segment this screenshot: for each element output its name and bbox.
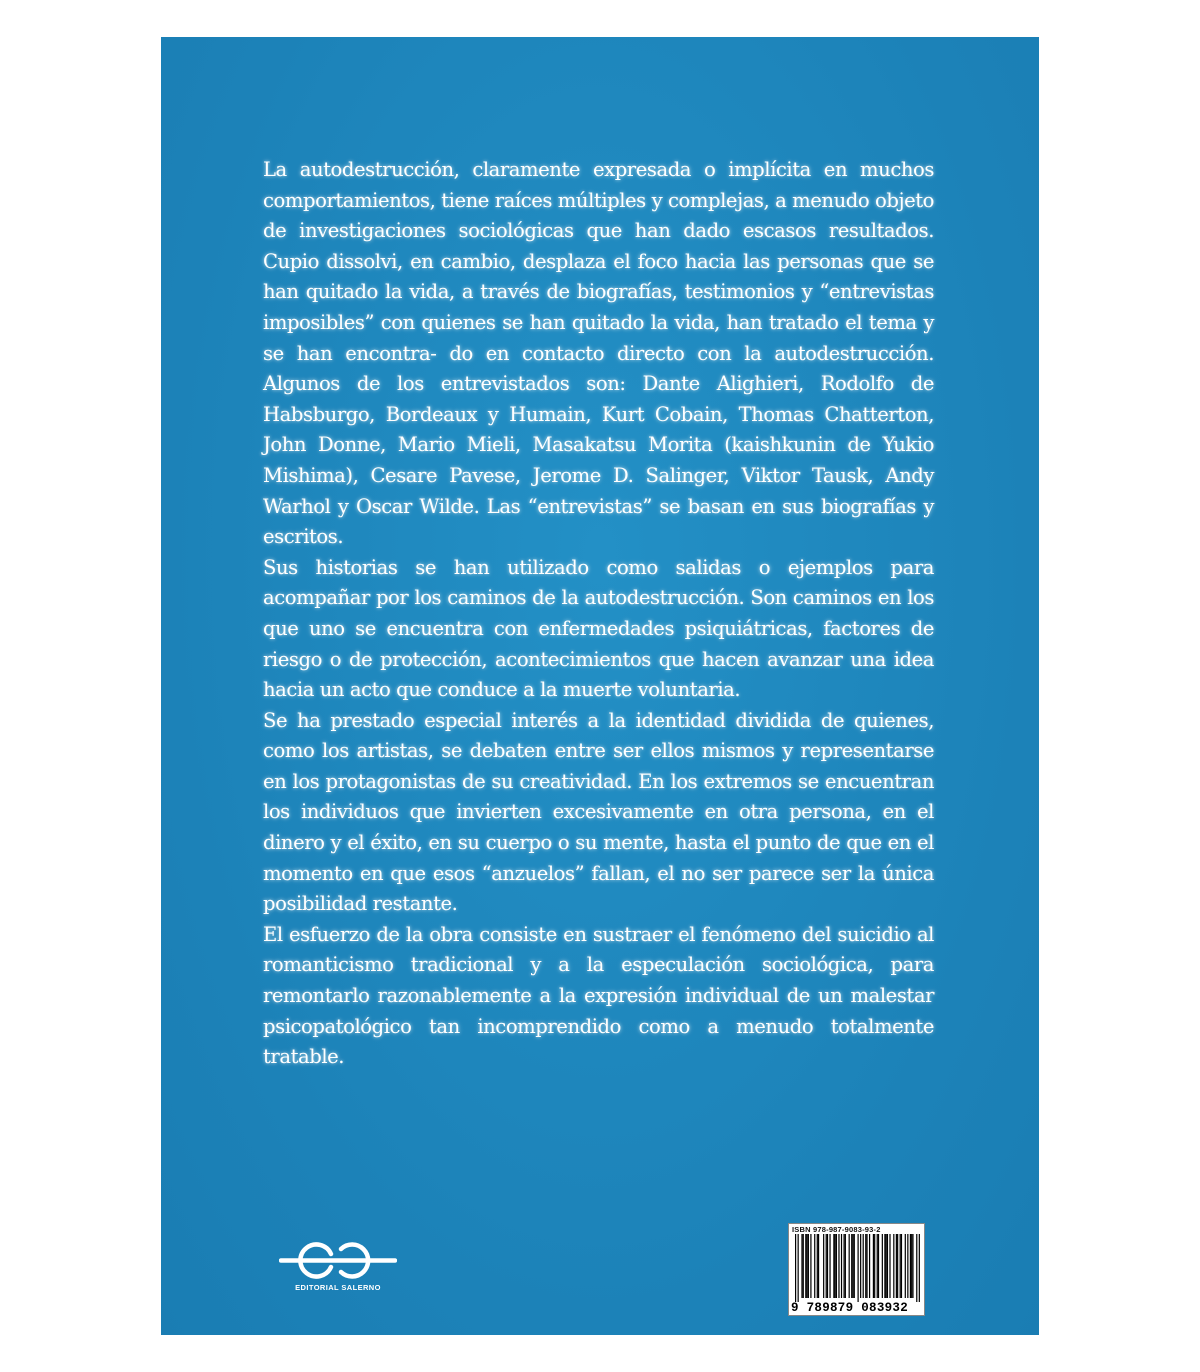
barcode-bar [912,1234,913,1298]
barcode-bar [823,1234,824,1298]
barcode-bar [860,1234,861,1298]
barcode-bar [896,1234,897,1298]
blurb-paragraph-4: El esfuerzo de la obra consiste en sustraer el fenómeno del suicidio al romanticismo tradicional y a la especulación sociológica, para remontarlo razonablemente a la expresión individual de un malestar psicopatológico tan incomprendido como a menudo totalmente tratable. [263,922,934,1069]
barcode-bar [882,1234,883,1298]
barcode-bar [874,1234,875,1298]
barcode-bar [818,1234,819,1298]
barcode-bar [806,1234,807,1298]
barcode-bar [886,1234,887,1298]
barcode-bar [910,1234,911,1298]
back-cover [161,37,1039,1335]
barcode-bar [849,1234,850,1298]
barcode-bar [798,1234,799,1302]
barcode-bar [814,1234,815,1298]
barcode-bar [805,1234,806,1298]
barcode-bar [873,1234,874,1298]
barcode-bar [889,1234,890,1298]
barcode-bar [836,1234,837,1298]
barcode-bar [893,1234,894,1298]
barcode-bar [884,1234,885,1298]
barcode-bar [851,1234,852,1298]
barcode-bar [838,1234,839,1298]
isbn-barcode [788,1223,925,1316]
barcode-bar [817,1234,818,1298]
barcode-bar [845,1234,846,1298]
barcode-bar [835,1234,836,1298]
barcode-bar [858,1234,859,1302]
barcode-bar [905,1234,906,1298]
barcode-bar [833,1234,834,1298]
barcode-bar [878,1234,879,1298]
barcode-bar [841,1234,842,1298]
editorial-salerno-logo-icon [279,1240,397,1280]
barcode-bar [852,1234,853,1298]
publisher-logo [279,1240,397,1298]
blurb-paragraph-1: La autodestrucción, claramente expresada o implícita en muchos comportamientos, tiene raíces múltiples y complejas, a menudo objeto de investigaciones sociológicas que han dado escasos resultados. Cupio dissolvi, en cambio, desplaza el foco hacia las personas que se han quitado la vida, a través de biografías, testimonios y “entrevistas imposibles” con quienes se han quitado la vida, han tratado el tema y se han encontra- do en contacto directo con la autodestrucción. Algunos de los entrevistados son: Dante Alighieri, Rodolfo de Habsburgo, Bordeaux y Humain, Kurt Cobain, Thomas Chatterton, John Donne, Mario Mieli, Masakatsu Morita (kaishkunin de Yukio Mishima), Cesare Pavese, Jerome D. Salinger, Viktor Tausk, Andy Warhol y Oscar Wilde. Las “entrevistas” se basan en sus biografías y escritos. [263,158,934,549]
barcode-bar [900,1234,901,1298]
barcode-bar [916,1234,917,1302]
barcode-bar [803,1234,804,1298]
barcode-bar [901,1234,902,1298]
blurb-paragraph-2: Sus historias se han utilizado como salidas o ejemplos para acompañar por los caminos de la autodestrucción. Son caminos en los que uno se encuentra con enfermedades psiquiátricas, factores de riesgo o de protección, acontecimientos que hacen avanzar una idea hacia un acto que conduce a la muerte voluntaria. [263,555,934,702]
barcode-digits: 9 789879 083932 [791,1301,909,1315]
barcode-bar [854,1234,855,1298]
barcode-bar [827,1234,828,1298]
barcode-bar [810,1234,811,1298]
barcode-bar [897,1234,898,1298]
barcode-bars [795,1234,920,1302]
barcode-bar [801,1234,802,1298]
isbn-label: ISBN 978-987-9083-93-2 [792,1225,881,1234]
barcode-bar [887,1234,888,1298]
barcode-bar [795,1234,796,1302]
barcode-bar [829,1234,830,1298]
barcode-bar [919,1234,920,1302]
barcode-bar [808,1234,809,1298]
barcode-bar [865,1234,866,1298]
barcode-bar [866,1234,867,1298]
barcode-bar [877,1234,878,1298]
barcode-bar [869,1234,870,1298]
barcode-bar [843,1234,844,1298]
barcode-bar [863,1234,864,1298]
back-cover-blurb [263,155,934,1073]
publisher-name: EDITORIAL SALERNO [295,1283,381,1292]
barcode-bar [911,1234,912,1298]
barcode-bar [907,1234,908,1298]
blurb-paragraph-3: Se ha prestado especial interés a la identidad dividida de quienes, como los artistas, se debaten entre ser ellos mismos y representarse en los protagonistas de su creatividad. En los extremos se encuentran los individuos que invierten excesivamente en otra persona, en el dinero y el éxito, en su cuerpo o su mente, hasta el punto de que en el momento en que esos “anzuelos” fallan, el no ser parece ser la única posibilidad restante. [263,708,934,916]
barcode-bar [826,1234,827,1298]
